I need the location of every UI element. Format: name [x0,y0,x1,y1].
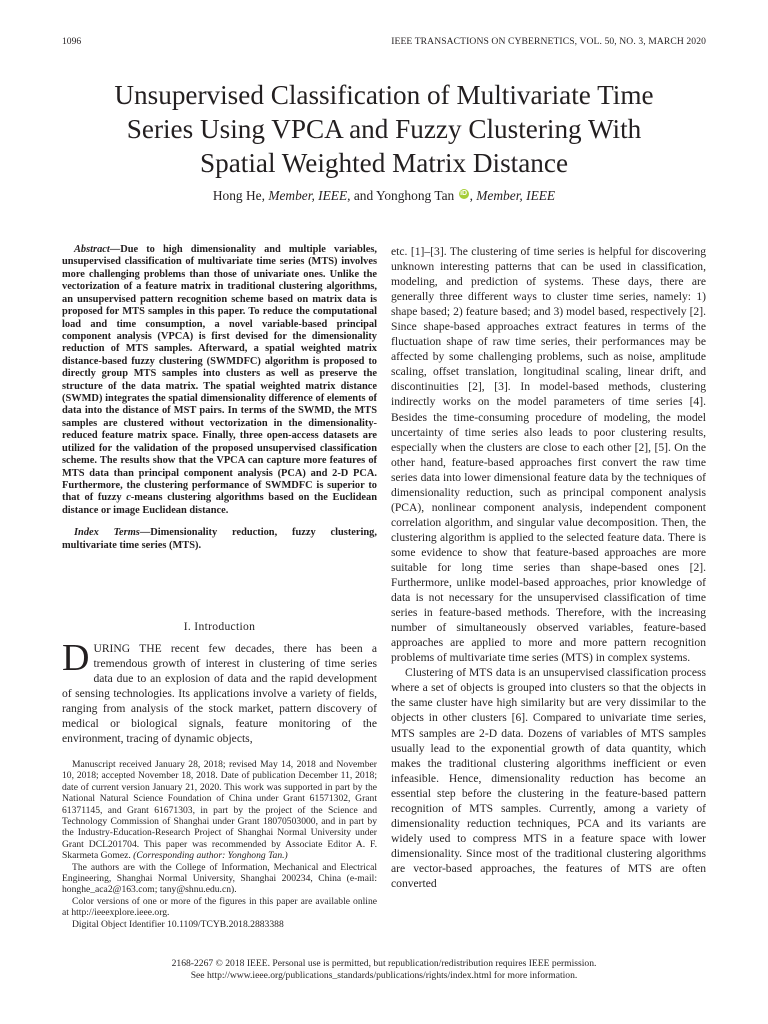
footnote-affiliation: The authors are with the College of Information, Mechanical and Electrical Engineering, Shanghai Normal University, Shanghai 200234, China (e-mail: honghe_aca2@163.com; tany@shnu.edu.cn). [62,861,377,896]
author-line [40,188,728,204]
footnote-color-versions: Color versions of one or more of the figures in this paper are available online at http://ieeexplore.ieee.org. [62,895,377,919]
copyright-notice [40,958,728,982]
author-1-role: Member, IEEE [268,188,348,203]
footnote-corresponding-author: (Corresponding author: Yonghong Tan.) [133,850,288,862]
section-heading-introduction: I. Introduction [183,620,256,633]
journal-info: IEEE TRANSACTIONS ON CYBERNETICS, VOL. 50, NO. 3, MARCH 2020 [391,36,706,47]
abstract [62,244,377,517]
introduction-paragraph [62,637,377,746]
abstract-text: —Due to high dimensionality and multiple variables, unsupervised classification of multivariate time series (MTS) involves more challenging problems than those of univariate ones. Unlike the vectorization of a feature matrix in traditional clustering algorithms, an unsupervised pattern recognition scheme based on matrix data is proposed for MTS samples in this paper. To reduce the computational load and time consumption, a novel variable-based principal component analysis (VPCA) is first devised for the dimensionality reduction of MTS samples. Afterward, a spatial weighted matrix distance-based fuzzy clustering (SWMDFC) algorithm is proposed to directly group MTS samples into clusters as well as preserve the structure of the data matrix. The spatial weighted matrix distance (SWMD) integrates the spatial dimensionality difference of elements of data into the distance of MST pairs. In terms of the SWMD, the MTS samples are clustered without vectorization in the dimensionality-reduced feature matrix space. Finally, three open-access datasets are utilized for the validation of the proposed unsupervised classification scheme. The results show that the VPCA can capture more features of MTS data than principal component analysis (PCA) and 2-D PCA. Furthermore, the clustering performance of SWMDFC is superior to that of fuzzy [62,244,377,504]
index-terms [62,527,377,552]
title-line-3: Spatial Weighted Matrix Distance [199,148,569,178]
right-column [391,244,706,891]
title-line-2: Series Using VPCA and Fuzzy Clustering With [126,114,642,144]
right-paragraph-1: etc. [1]–[3]. The clustering of time series is helpful for discovering unknown interesting patterns that can be used in classification, modeling, and prediction of systems. These days, there are generally three different ways to cluster time series, namely: 1) shape based; 2) feature based; and 3) model based, respectively [2]. Since shape-based approaches extract features in terms of the fluctuation shape of raw time series, their performances may be affected by some challenging problems, such as noise, amplitude scaling, offset translation, longitudinal scaling, linear drift, and discontinuities [2], [3]. In model-based methods, clustering indirectly works on the model parameters of time series [4]. Besides the time-consuming procedure of modeling, the model uncertainty of time series also leads to poor clustering results, especially when the clusters are close to each other [2], [5]. On the other hand, feature-based approaches first convert the raw time series data into lower dimensional feature data by the techniques of dimensionality reduction, such as principal component analysis (PCA), nonlinear component analysis, independent component correlation algorithm, and singular value decomposition. Then, the clustering algorithm is applied to the selected feature data. There is some evidence to show that feature-based approaches are more suitable for long time series than shape-based ones [2]. Furthermore, unlike model-based approaches, prior knowledge of data is not necessary for the unsupervised classification of time series in feature-based methods. Therefore, with the increasing number of simultaneously observed variables, feature-based approaches are applied to more and more pattern recognition problems of multivariate time series (MTS) in complex systems. [391,245,706,665]
author-2-role: Member, IEEE [476,188,556,203]
orcid-icon[interactable]: iD [460,190,468,197]
paper-title [40,78,728,180]
title-line-1: Unsupervised Classification of Multivariate Time [114,80,654,110]
author-separator: , [469,188,477,203]
copyright-line-2: See http://www.ieee.org/publications_standards/publications/rights/index.html for more information. [190,969,578,981]
index-terms-text: —Dimensionality reduction, fuzzy clustering, multivariate time series (MTS). [62,527,377,551]
page-header [62,36,706,50]
abstract-text-end: -means clustering algorithms based on the Euclidean distance or image Euclidean distance. [62,492,377,516]
footnotes [62,759,377,930]
footnote-manuscript: Manuscript received January 28, 2018; revised May 14, 2018 and November 10, 2018; accepted November 18, 2018. Date of publication December 11, 2018; date of current version January 21, 2020. This work was supported in part by the National Natural Science Foundation of China under Grant 61571302, Grant 61371145, and Grant 61671303, in part by the project of the Science and Technology Commission of Shanghai under Grant 18070503000, and in part by the Industry-Education-Research Project of Shanghai Normal University under Grant DCL201704. This paper was recommended by Associate Editor A. F. Skarmeta Gomez. (Corresponding author: Yonghong Tan.) [62,759,377,862]
author-1-name: Hong He, [212,188,265,203]
index-terms-lead: Index Terms [74,527,140,539]
abstract-lead: Abstract [74,244,110,255]
author-2-name: , and Yonghong Tan [347,188,455,203]
left-column-front [62,244,377,552]
footnote-doi: Digital Object Identifier 10.1109/TCYB.2018.2883388 [72,918,284,930]
abstract-italic-c: c [126,492,131,504]
intro-first-word: URING THE [93,642,162,655]
page-number: 1096 [62,36,82,47]
drop-cap: D [62,637,90,679]
right-paragraph-2: Clustering of MTS data is an unsupervised classification process where a set of objects is grouped into clusters so that the objects in the same cluster have high similarity but are very dissimilar to the objects in other clusters [6]. Compared to univariate time series, MTS samples are 2-D data. Dozens of variables of MTS samples usually lead to the exponential growth of data quantity, which makes the traditional clustering algorithms inefficient or even infeasible. Hence, dimensionality reduction has become an essential step before the clustering in the feature-based pattern recognition of MTS samples. Currently, among a variety of dimensionality reduction techniques, PCA and its variants are widely used to compress MTS in a feature space with lower dimensionality. Since most of the traditional clustering algorithms are vector-based approaches, the features of MTS are often converted [391,666,706,890]
intro-text: recent few decades, there has been a tremendous growth of interest in clustering of time series data due to an explosion of data and the rapid development of sensing technologies. Its applications involve a variety of fields, ranging from analysis of the stock market, pattern discovery of medical or biological signals, feature monitoring of the environment, tracing of dynamic objects, [62,642,377,746]
copyright-line-1: 2168-2267 © 2018 IEEE. Personal use is permitted, but republication/redistribution requires IEEE permission. [171,958,597,969]
